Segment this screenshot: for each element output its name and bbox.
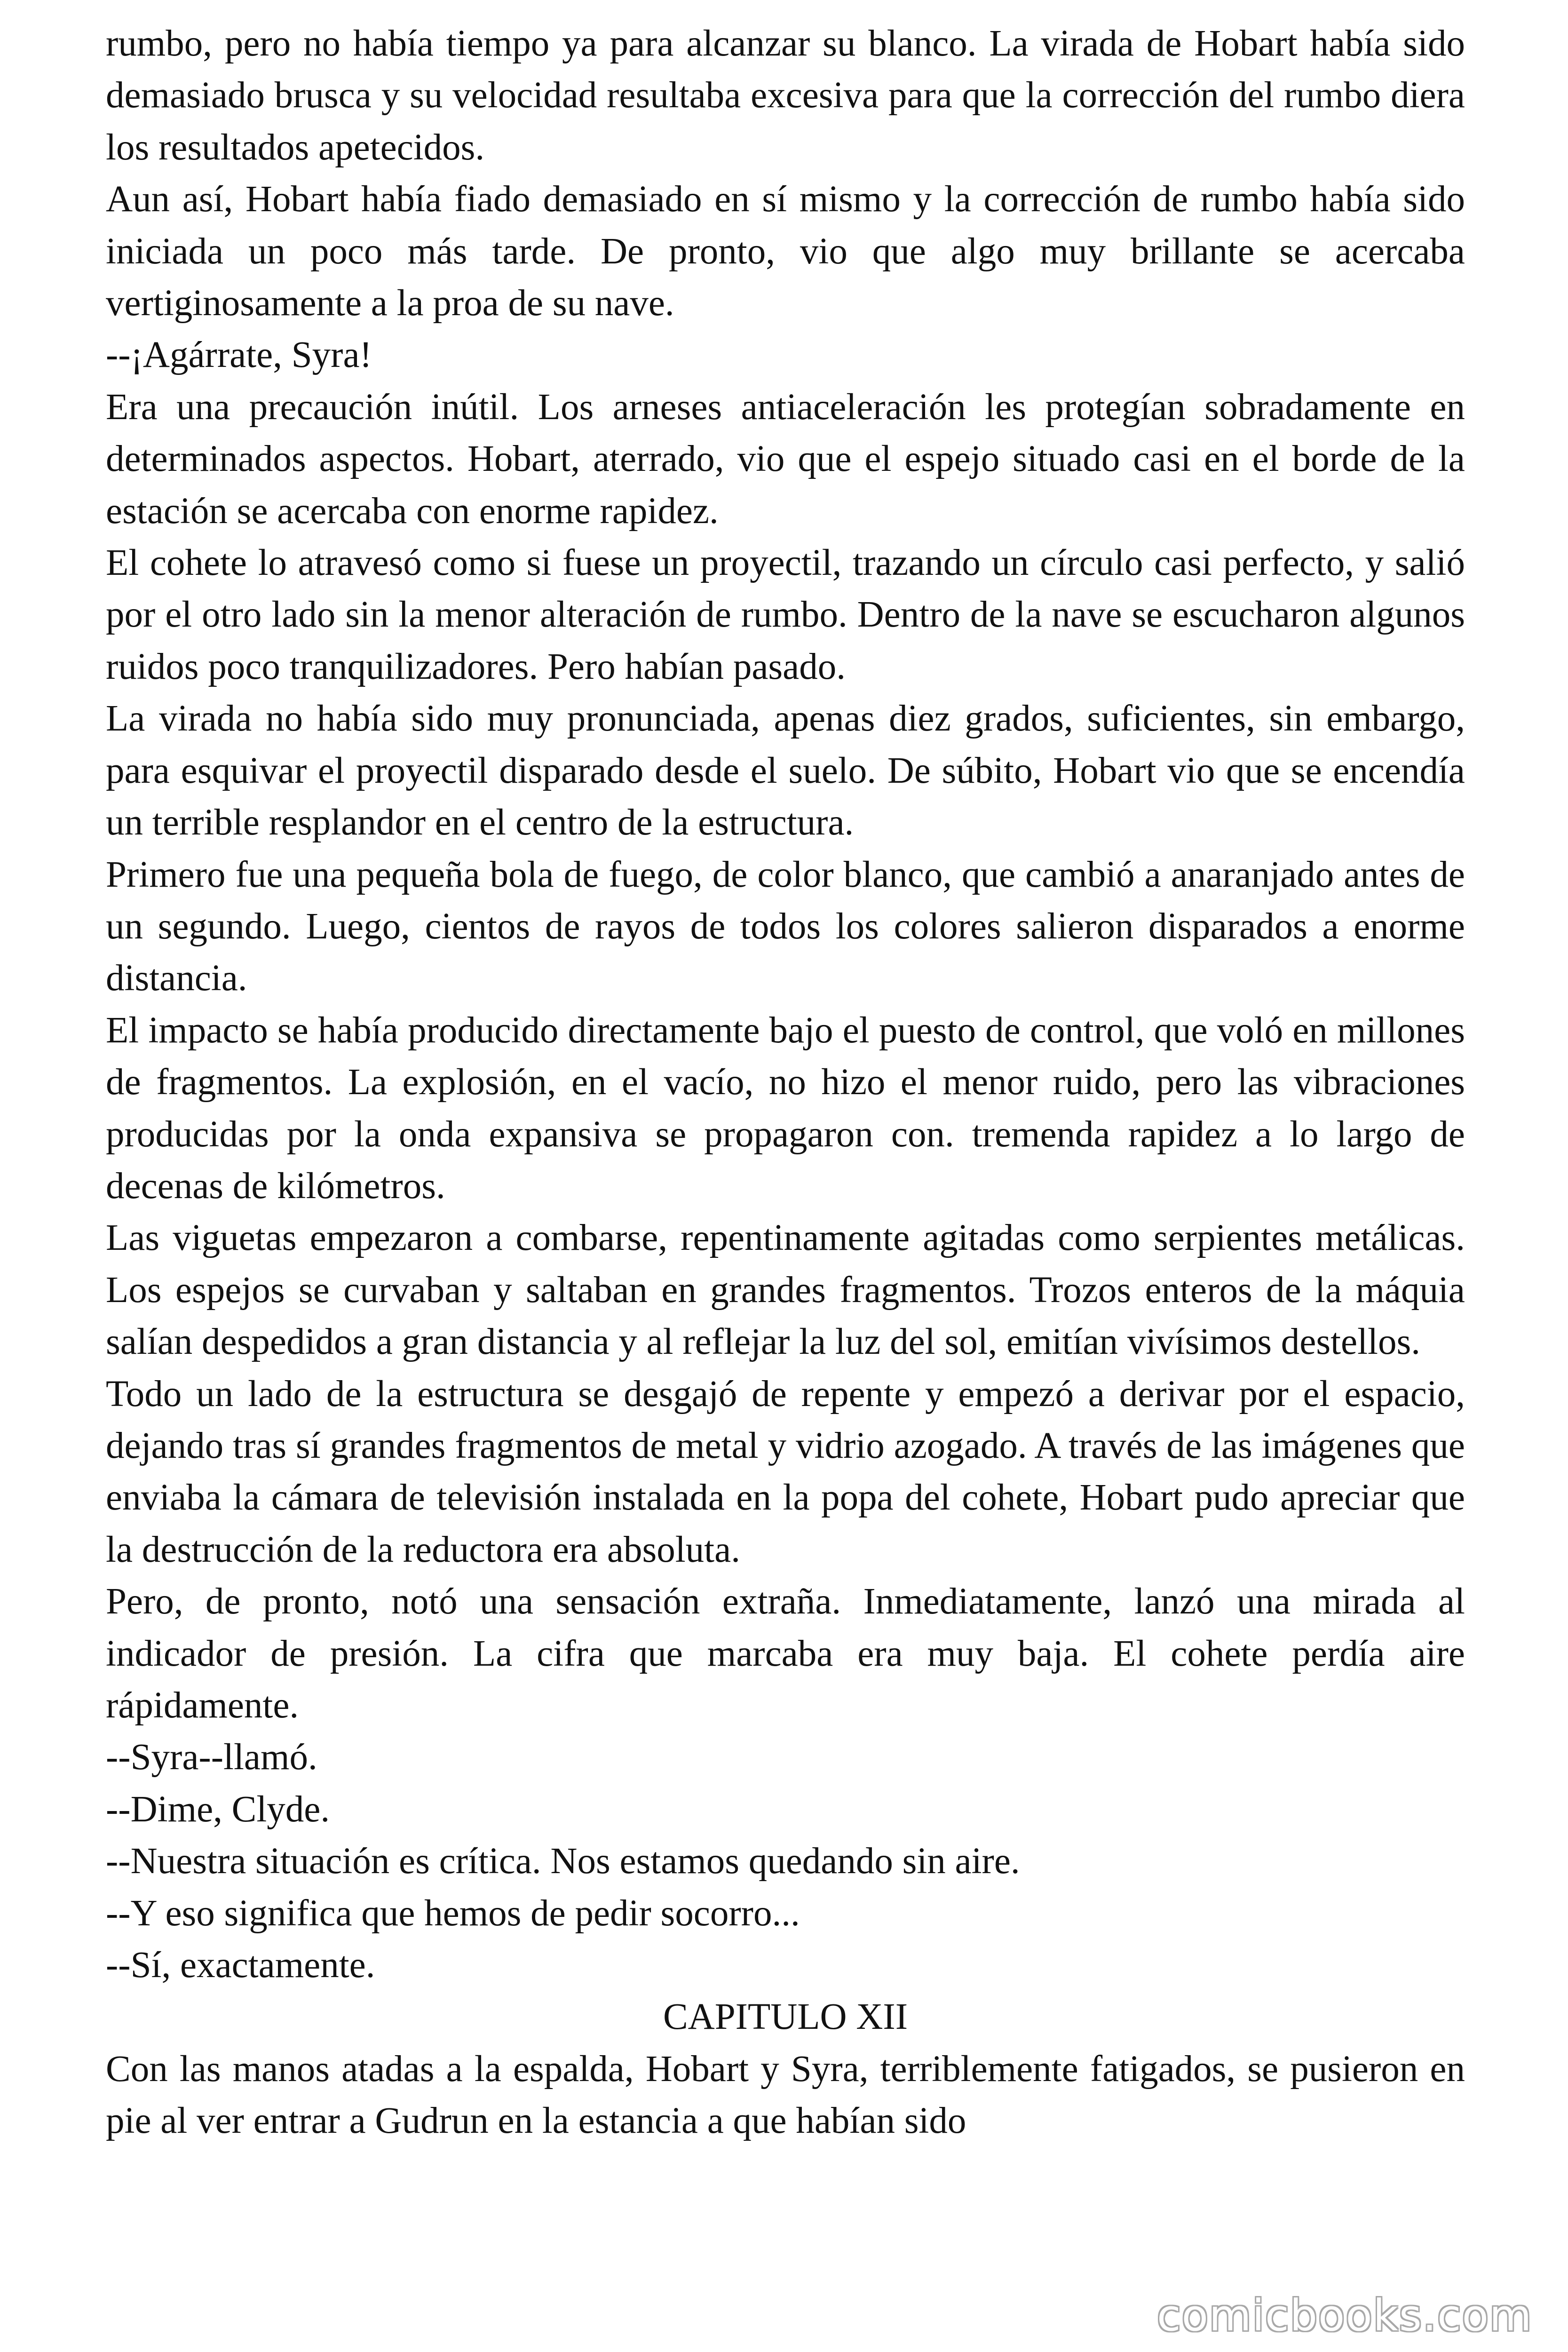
dialogue-line: --Dime, Clyde.: [106, 1788, 330, 1830]
paragraph: La virada no había sido muy pronunciada, apenas diez grados, suficientes, sin embargo, para esquivar el proyectil disparado desde el suelo. De súbito, Hobart vio que se encendía un terrible resplandor en el centro de la estructura.: [106, 698, 1465, 843]
paragraph: Aun así, Hobart había fiado demasiado en sí mismo y la corrección de rumbo había sido iniciada un poco más tarde. De pronto, vio que algo muy brillante se acercaba vertiginosamente a la proa de su nave.: [106, 179, 1465, 324]
paragraph: El cohete lo atravesó como si fuese un proyectil, trazando un círculo casi perfecto, y salió por el otro lado sin la menor alteración de rumbo. Dentro de la nave se escucharon algunos ruidos poco tranquilizadores. Pero habían pasado.: [106, 542, 1465, 687]
paragraph: Pero, de pronto, notó una sensación extraña. Inmediatamente, lanzó una mirada al indicador de presión. La cifra que marcaba era muy baja. El cohete perdía aire rápidamente.: [106, 1581, 1465, 1726]
paragraph: rumbo, pero no había tiempo ya para alcanzar su blanco. La virada de Hobart había sido demasiado brusca y su velocidad resultaba excesiva para que la corrección del rumbo diera los resultados apetecidos.: [106, 23, 1465, 168]
page-text-block: [106, 18, 1465, 2147]
paragraph: Era una precaución inútil. Los arneses antiaceleración les protegían sobradamente en determinados aspectos. Hobart, aterrado, vio que el espejo situado casi en el borde de la estación se acercaba con enorme rapidez.: [106, 386, 1465, 532]
dialogue-line: --Y eso significa que hemos de pedir socorro...: [106, 1892, 800, 1934]
dialogue-line: --Sí, exactamente.: [106, 1945, 375, 1986]
paragraph: El impacto se había producido directamente bajo el puesto de control, que voló en millones de fragmentos. La explosión, en el vacío, no hizo el menor ruido, pero las vibraciones producidas por la onda expansiva se propagaron con. tremenda rapidez a lo largo de decenas de kilómetros.: [106, 1009, 1465, 1207]
paragraph: Todo un lado de la estructura se desgajó de repente y empezó a derivar por el espacio, dejando tras sí grandes fragmentos de metal y vidrio azogado. A través de las imágenes que enviaba la cámara de televisión instalada en la popa del cohete, Hobart pudo apreciar que la destrucción de la reductora era absoluta.: [106, 1373, 1465, 1570]
dialogue-line: --Nuestra situación es crítica. Nos estamos quedando sin aire.: [106, 1841, 1020, 1882]
paragraph: Las viguetas empezaron a combarse, repentinamente agitadas como serpientes metálicas. Los espejos se curvaban y saltaban en grandes fragmentos. Trozos enteros de la máquia salían despedidos a gran distancia y al reflejar la luz del sol, emitían vivísimos destellos.: [106, 1217, 1465, 1363]
watermark: comicbooks.com: [1157, 2290, 1533, 2341]
paragraph: Primero fue una pequeña bola de fuego, de color blanco, que cambió a anaranjado antes de un segundo. Luego, cientos de rayos de todos los colores salieron disparados a enorme distancia.: [106, 854, 1465, 999]
dialogue-line: --¡Agárrate, Syra!: [106, 334, 372, 376]
dialogue-line: --Syra--llamó.: [106, 1737, 317, 1778]
chapter-heading: CAPITULO XII: [663, 1996, 908, 2038]
chapter-opening-paragraph: Con las manos atadas a la espalda, Hobart y Syra, terriblemente fatigados, se pusieron en pie al ver entrar a Gudrun en la estancia a que habían sido: [106, 2048, 1465, 2142]
